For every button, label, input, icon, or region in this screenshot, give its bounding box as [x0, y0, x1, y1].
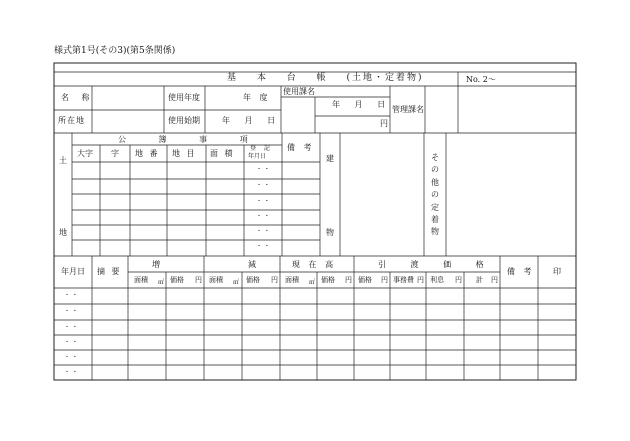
sub-area: 面積	[209, 276, 223, 284]
sub-office-cost: 事務費	[393, 276, 414, 284]
sub-area: 面積	[285, 276, 299, 284]
name-label: 名 称	[61, 93, 92, 102]
sub-yen: 円	[195, 276, 202, 284]
lower-row-dots: ・ ・	[64, 369, 78, 376]
sub-sqm: ㎡	[233, 279, 240, 286]
form-label: 様式第1号(その3)(第5条関係)	[54, 46, 176, 56]
report-date: 年 月 日	[332, 100, 386, 109]
col-remarks: 備 考	[507, 267, 532, 276]
sub-yen: 円	[455, 276, 462, 284]
lower-row-dots: ・ ・	[64, 292, 78, 299]
land-row-dots: ・ ・	[256, 243, 270, 250]
sub-price: 価格	[170, 276, 184, 284]
lower-row-dots: ・ ・	[64, 308, 78, 315]
building-label-top: 建	[326, 154, 334, 163]
sub-price: 価格	[246, 276, 260, 284]
sub-yen: 円	[381, 276, 388, 284]
location-label: 所在地	[58, 116, 85, 125]
registry-group-header: 公 簿 事 項	[118, 135, 248, 144]
land-label-top: 土	[59, 156, 67, 165]
sub-interest: 利息	[430, 276, 444, 284]
fiscal-year-label: 使用年度	[168, 93, 200, 102]
land-row-dots: ・ ・	[256, 213, 270, 220]
col-lot-number: 地 番	[135, 149, 158, 158]
sub-sqm: ㎡	[158, 279, 165, 286]
building-label-bottom: 物	[326, 228, 334, 237]
group-decrease: 減	[248, 260, 256, 269]
year-unit: 年 度	[243, 93, 268, 102]
col-registration-date: 年月日	[248, 153, 267, 160]
sub-price: 価格	[321, 276, 335, 284]
col-aza: 字	[111, 149, 119, 158]
sub-yen: 円	[271, 276, 278, 284]
sub-total: 計	[476, 276, 483, 284]
using-section-label: 使用課名	[283, 87, 315, 96]
col-seal: 印	[553, 267, 561, 276]
col-area: 面 積	[210, 149, 233, 158]
col-summary: 摘 要	[97, 267, 120, 276]
col-registration: 登 記	[250, 145, 270, 152]
sub-yen: 円	[491, 276, 498, 284]
col-remarks: 備 考	[287, 143, 312, 152]
ledger-number: No. 2〜	[466, 75, 496, 84]
lower-row-dots: ・ ・	[64, 324, 78, 331]
group-increase: 増	[152, 260, 160, 269]
group-current-balance: 現 在 高	[292, 260, 334, 269]
land-row-dots: ・ ・	[256, 182, 270, 189]
sub-yen: 円	[417, 276, 424, 284]
col-date: 年月日	[61, 267, 85, 276]
management-section-label: 管理課名	[392, 105, 424, 114]
land-row-dots: ・ ・	[256, 228, 270, 235]
sub-sqm: ㎡	[309, 279, 316, 286]
col-oaza: 大字	[77, 149, 93, 158]
land-label-bottom: 地	[59, 228, 67, 237]
ledger-title: 基 本 台 帳 (土地・定着物)	[227, 73, 424, 83]
group-transfer-price: 引 渡 価 格	[378, 260, 484, 269]
sub-price: 価格	[358, 276, 372, 284]
lower-row-dots: ・ ・	[64, 339, 78, 346]
sub-yen: 円	[345, 276, 352, 284]
start-date-value: 年 月 日	[222, 116, 276, 125]
other-fixtures-label: その他の定着物	[431, 153, 439, 237]
lower-row-dots: ・ ・	[64, 354, 78, 361]
amount-yen: 円	[380, 119, 388, 128]
land-row-dots: ・ ・	[256, 166, 270, 173]
col-land-category: 地 目	[172, 149, 195, 158]
start-date-label: 使用始期	[168, 116, 200, 125]
sub-area: 面積	[134, 276, 148, 284]
land-row-dots: ・ ・	[256, 198, 270, 205]
